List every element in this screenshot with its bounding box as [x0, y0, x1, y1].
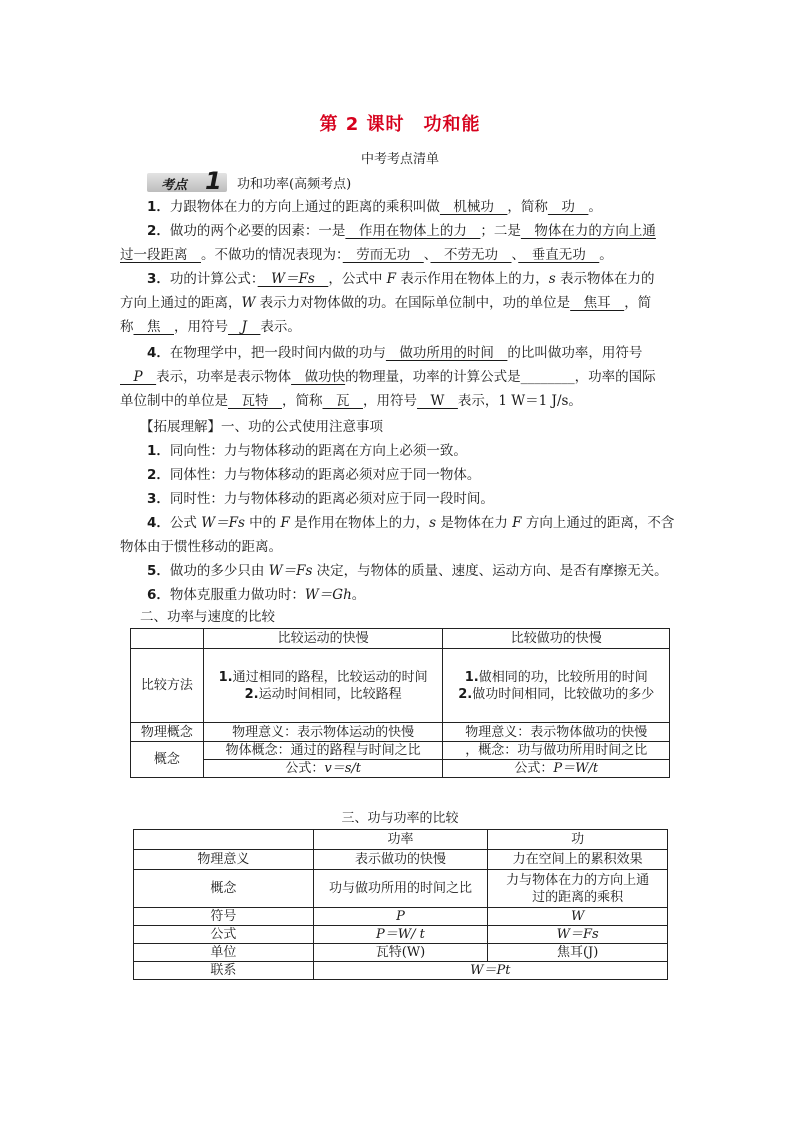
table-cell: 焦耳(J)	[488, 944, 668, 962]
blank-answer: W＝Fs	[257, 271, 329, 287]
table-cell	[203, 649, 443, 723]
text: 力与物体在力的方向上通	[506, 872, 650, 888]
table-row	[134, 850, 668, 870]
table-row	[134, 962, 668, 980]
table-cell: W＝Pt	[313, 962, 667, 980]
ext-item-5	[147, 561, 668, 581]
para-number: 1．	[147, 199, 170, 215]
item-number: 5．	[147, 563, 170, 579]
text: 功的计算公式：	[169, 271, 258, 287]
table-row	[131, 629, 670, 649]
text: 做相同的功，比较所用的时间	[478, 669, 648, 685]
text: ，简称	[282, 393, 323, 409]
text: 表示。	[260, 319, 301, 335]
text: 同时性：力与物体移动的距离必须对应于同一段时间。	[169, 491, 494, 507]
table-row	[131, 649, 670, 723]
row-label: 物理意义	[134, 850, 314, 870]
table-cell	[443, 649, 670, 723]
text: 。	[588, 199, 602, 215]
blank-answer: 瓦	[322, 393, 363, 409]
row-label: 联系	[134, 962, 314, 980]
text: ，用符号	[174, 319, 228, 335]
table-cell	[443, 760, 670, 778]
row-label: 比较方法	[131, 649, 204, 723]
section-3-heading: 三、功与功率的比较	[341, 811, 459, 826]
text: ，简称	[507, 199, 548, 215]
blank-answer: ________	[520, 369, 575, 385]
ext-item-3	[147, 489, 494, 509]
row-label: 单位	[134, 944, 314, 962]
text: 运动时间相同，比较路程	[258, 686, 402, 702]
ext-item-2	[147, 465, 480, 485]
para-4-cont2	[120, 391, 582, 411]
table-cell: 功与做功所用的时间之比	[313, 870, 488, 908]
para-number: 2．	[147, 223, 170, 239]
symbol: s	[429, 515, 437, 531]
para-4-cont	[120, 367, 656, 387]
section-2-heading: 二、功率与速度的比较	[140, 609, 275, 625]
formula: W＝Fs	[268, 563, 313, 579]
table-cell	[131, 629, 204, 649]
table-cell	[488, 870, 668, 908]
table-row	[134, 870, 668, 908]
text: 表示作用在物体上的力，	[396, 271, 549, 287]
text: 在物理学中，把一段时间内做的功与	[169, 345, 386, 361]
page-subtitle: 中考考点清单	[360, 152, 439, 167]
power-speed-table	[130, 628, 670, 778]
table-row	[131, 742, 670, 760]
row-label: 概念	[131, 742, 204, 778]
item-number: 1.	[218, 669, 233, 685]
text: 公式：	[514, 761, 554, 776]
text: 公式：	[285, 761, 325, 776]
text: 同向性：力与物体移动的距离在方向上必须一致。	[169, 443, 467, 459]
text: 是物体在力	[436, 515, 513, 531]
text: ，用符号	[363, 393, 417, 409]
table-header: 比较运动的快慢	[203, 629, 443, 649]
table-row	[134, 908, 668, 926]
formula: v＝s/t	[324, 761, 361, 776]
table-cell: 物体概念：通过的路程与时间之比	[203, 742, 443, 760]
symbol: F	[280, 515, 290, 531]
para-3-cont2	[120, 317, 301, 337]
table-cell: 表示做功的快慢	[313, 850, 488, 870]
text: 方向上通过的距离，	[120, 295, 242, 311]
para-4	[147, 343, 642, 363]
text: 、	[511, 247, 519, 263]
text: 公式	[169, 515, 202, 531]
row-label: 物理概念	[131, 723, 204, 742]
blank-answer: 物体在力的方向上通	[520, 223, 656, 239]
kaodian-number: 1	[205, 166, 222, 195]
text: 力跟物体在力的方向上通过的距离的乘积叫做	[169, 199, 440, 215]
symbol: W	[241, 295, 256, 311]
kaodian-title: 功和功率(高频考点)	[237, 176, 352, 192]
table-row	[134, 830, 668, 850]
formula: W＝Fs	[201, 515, 245, 531]
text: 是作用在物体上的力，	[289, 515, 430, 531]
text: 称	[120, 319, 134, 335]
text: ；二是	[480, 223, 521, 239]
row-label: 符号	[134, 908, 314, 926]
formula: W＝Gh	[304, 587, 352, 603]
blank-answer: 劳而无功	[342, 247, 424, 263]
table-cell: 瓦特(W)	[313, 944, 488, 962]
blank-answer: 作用在物体上的力	[345, 223, 481, 239]
blank-answer: 做功所用的时间	[385, 345, 508, 361]
table-cell	[203, 760, 443, 778]
item-number: 2.	[244, 686, 259, 702]
ext-item-6	[147, 585, 365, 605]
kaodian-label: 考点	[161, 177, 188, 193]
symbol: F	[512, 515, 522, 531]
text: 的比叫做功率，用符号	[507, 345, 643, 361]
text: 。不做功的情况表现为：	[201, 247, 343, 263]
table-cell: W＝Fs	[488, 926, 668, 944]
blank-answer: 功	[547, 199, 589, 215]
para-3-cont	[120, 293, 651, 313]
para-1	[147, 197, 602, 217]
row-label: 公式	[134, 926, 314, 944]
text: 通过相同的路程，比较运动的时间	[232, 669, 428, 685]
para-number: 3．	[147, 271, 170, 287]
text: 同体性：力与物体移动的距离必须对应于同一物体。	[169, 467, 481, 483]
text: 表示力对物体做的功。在国际单位制中，功的单位是	[255, 295, 571, 311]
blank-answer: 不劳无功	[430, 247, 512, 263]
item-number: 2．	[147, 467, 170, 483]
table-cell: 物理意义：表示物体做功的快慢	[443, 723, 670, 742]
text: 。	[599, 247, 613, 263]
ext-item-4-cont	[120, 537, 282, 557]
table-header: 比较做功的快慢	[443, 629, 670, 649]
blank-answer: 垂直无功	[518, 247, 600, 263]
text: 方向上通过的距离，不含	[521, 515, 675, 531]
text: 【拓展理解】	[140, 419, 221, 435]
text: 物体由于惯性移动的距离。	[120, 539, 282, 555]
kaodian-heading	[147, 166, 352, 195]
text: 做功时间相同，比较做功的多少	[472, 686, 655, 702]
table-cell: 物理意义：表示物体运动的快慢	[203, 723, 443, 742]
table-row	[131, 723, 670, 742]
formula: P＝W/t	[553, 761, 599, 776]
text: ，功率的国际	[574, 369, 656, 385]
text: 表示物体在力的	[555, 271, 655, 287]
page-title: 第 2 课时 功和能	[319, 114, 481, 135]
table-cell: P	[313, 908, 488, 926]
text: 物体克服重力做功时：	[169, 587, 305, 603]
work-power-table	[133, 829, 668, 980]
text: 。	[351, 587, 366, 603]
text: 做功的两个必要的因素：一是	[169, 223, 346, 239]
para-number: 4．	[147, 345, 170, 361]
table-row	[131, 760, 670, 778]
item-number: 2.	[458, 686, 473, 702]
blank-answer: J	[228, 319, 261, 335]
text: 、	[423, 247, 431, 263]
table-header: 功	[488, 830, 668, 850]
para-2-cont	[120, 245, 613, 265]
symbol: F	[386, 271, 396, 287]
table-row	[134, 944, 668, 962]
text: 表示，1 W＝1 J/s。	[457, 393, 582, 409]
item-number: 3．	[147, 491, 170, 507]
row-label: 概念	[134, 870, 314, 908]
table-cell: 力在空间上的累积效果	[488, 850, 668, 870]
extension-heading	[140, 417, 383, 437]
blank-answer: 过一段距离	[120, 247, 201, 263]
table-row	[134, 926, 668, 944]
symbol: s	[548, 271, 556, 287]
table-cell	[134, 830, 314, 850]
blank-answer: P	[120, 369, 157, 385]
text: 做功的多少只由	[169, 563, 269, 579]
table-header: 功率	[313, 830, 488, 850]
text: 中的	[244, 515, 281, 531]
text: 一、功的公式使用注意事项	[221, 419, 383, 435]
text: ，公式中	[328, 271, 387, 287]
text: 过的距离的乘积	[532, 889, 624, 905]
kaodian-badge	[147, 166, 227, 195]
text: ，简	[624, 295, 652, 311]
item-number: 1．	[147, 443, 170, 459]
blank-answer: 焦	[133, 319, 174, 335]
table-cell: ，概念：功与做功所用时间之比	[443, 742, 670, 760]
blank-answer: 机械功	[439, 199, 508, 215]
para-3	[147, 269, 655, 289]
text: 的物理量，功率的计算公式是	[345, 369, 521, 385]
blank-answer: 焦耳	[570, 295, 625, 311]
text: 单位制中的单位是	[120, 393, 228, 409]
blank-answer: 做功快	[291, 369, 346, 385]
ext-item-1	[147, 441, 467, 461]
para-2	[147, 221, 656, 241]
table-cell: P＝W/ t	[313, 926, 488, 944]
item-number: 6．	[147, 587, 170, 603]
blank-answer: W	[417, 393, 458, 409]
item-number: 4．	[147, 515, 170, 531]
ext-item-4	[147, 513, 674, 533]
item-number: 1.	[464, 669, 479, 685]
text: 决定，与物体的质量、速度、运动方向、是否有摩擦无关。	[312, 563, 668, 579]
blank-answer: 瓦特	[228, 393, 282, 409]
text: 表示，功率是表示物体	[156, 369, 292, 385]
table-cell: W	[488, 908, 668, 926]
